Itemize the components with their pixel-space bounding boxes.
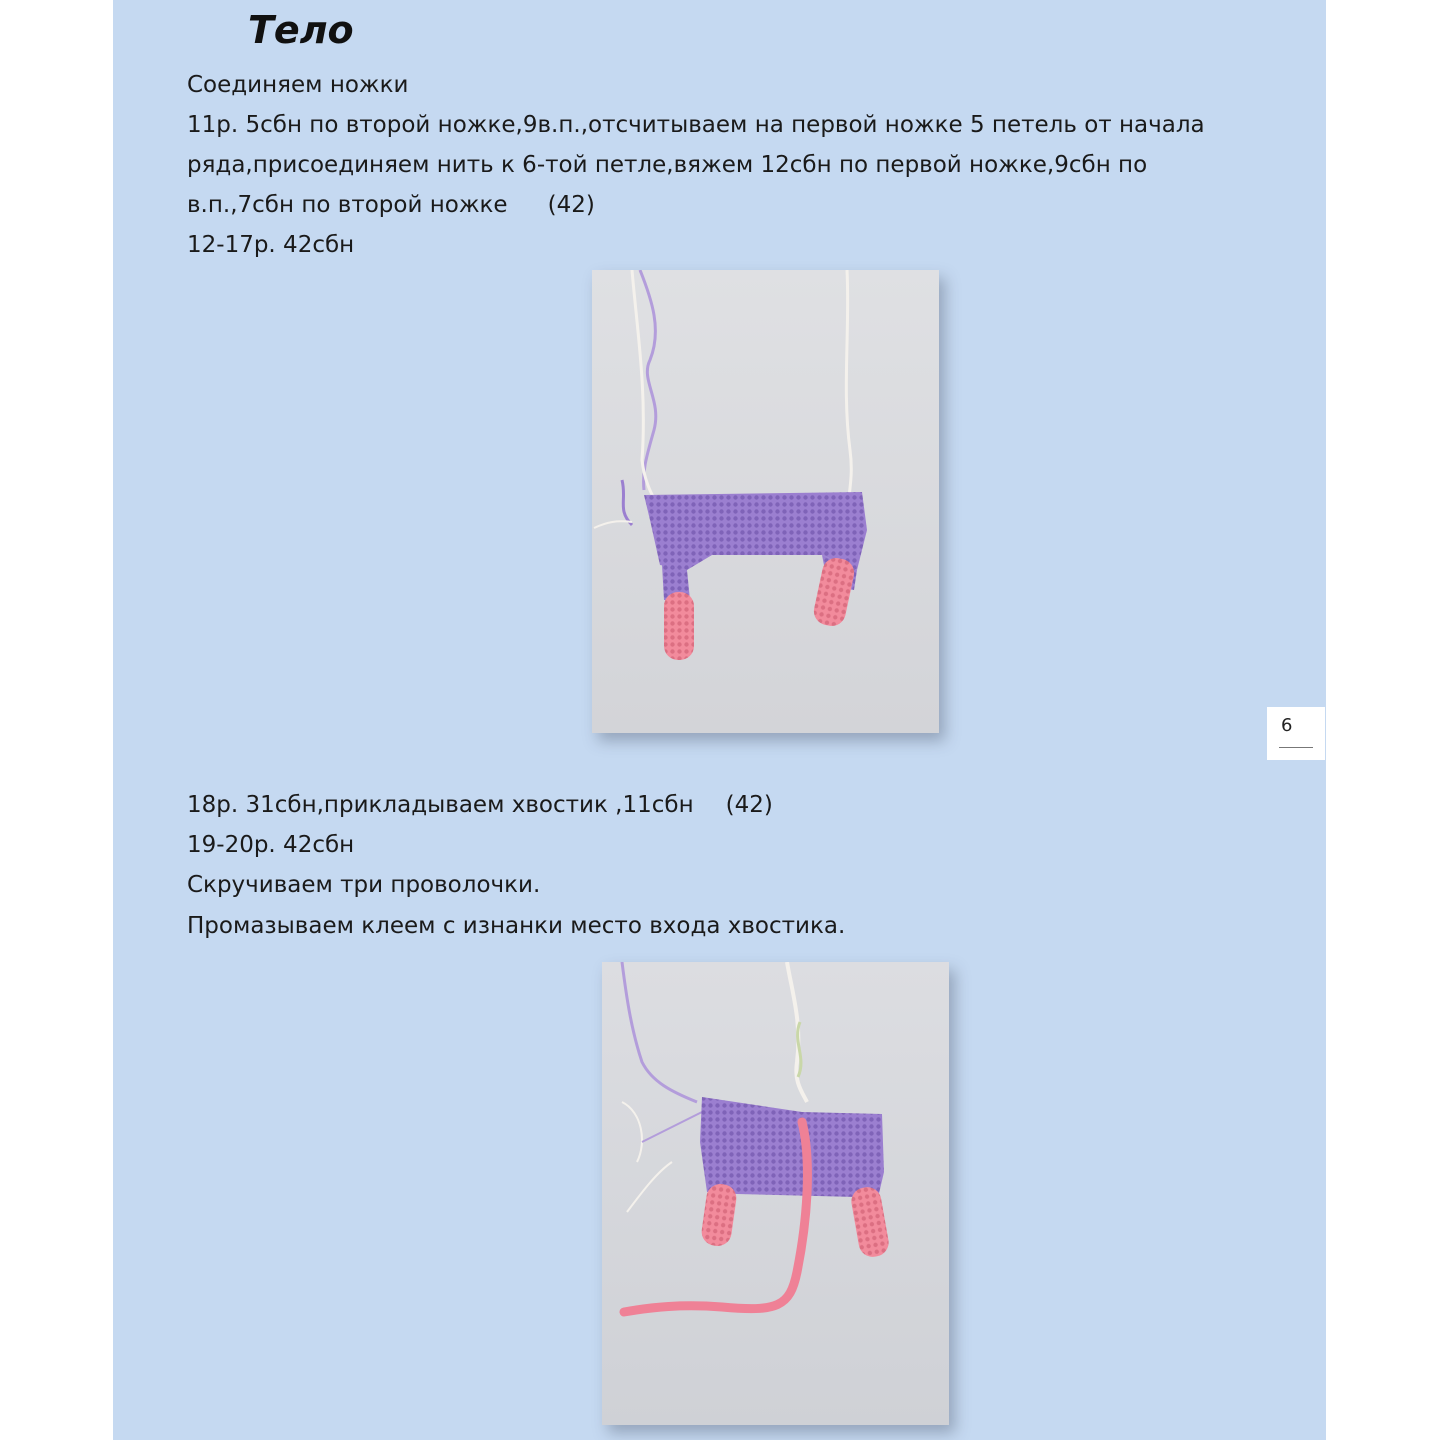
page-number-underline (1279, 747, 1313, 748)
instruction-row19-20: 19-20р. 42сбн (187, 832, 355, 858)
stitch-count: (42) (725, 792, 773, 818)
stitch-count: (42) (547, 192, 595, 218)
page-number-badge (1267, 707, 1325, 760)
section-title: Тело (248, 8, 354, 52)
instruction-row18 (187, 790, 773, 820)
instruction-row12-17: 12-17р. 42сбн (187, 232, 355, 258)
instruction-row11-line1: 11р. 5сбн по второй ножке,9в.п.,отсчитываем на первой ножке 5 петель от начала (187, 112, 1205, 138)
instruction-glue: Промазываем клеем с изнанки место входа хвостика. (187, 913, 846, 939)
photo-body-with-tail (602, 962, 949, 1425)
instruction-row11-line2: ряда,присоединяем нить к 6-той петле,вяжем 12сбн по первой ножке,9сбн по (187, 152, 1148, 178)
instruction-row18-text: 18р. 31сбн,прикладываем хвостик ,11сбн (187, 792, 694, 818)
instruction-heading: Соединяем ножки (187, 72, 409, 98)
page-number: 6 (1281, 715, 1293, 736)
instruction-wire: Скручиваем три проволочки. (187, 872, 541, 898)
instruction-row11-text: в.п.,7сбн по второй ножке (187, 192, 508, 218)
photo-joined-legs (592, 270, 939, 733)
instruction-row11-line3 (187, 190, 595, 220)
